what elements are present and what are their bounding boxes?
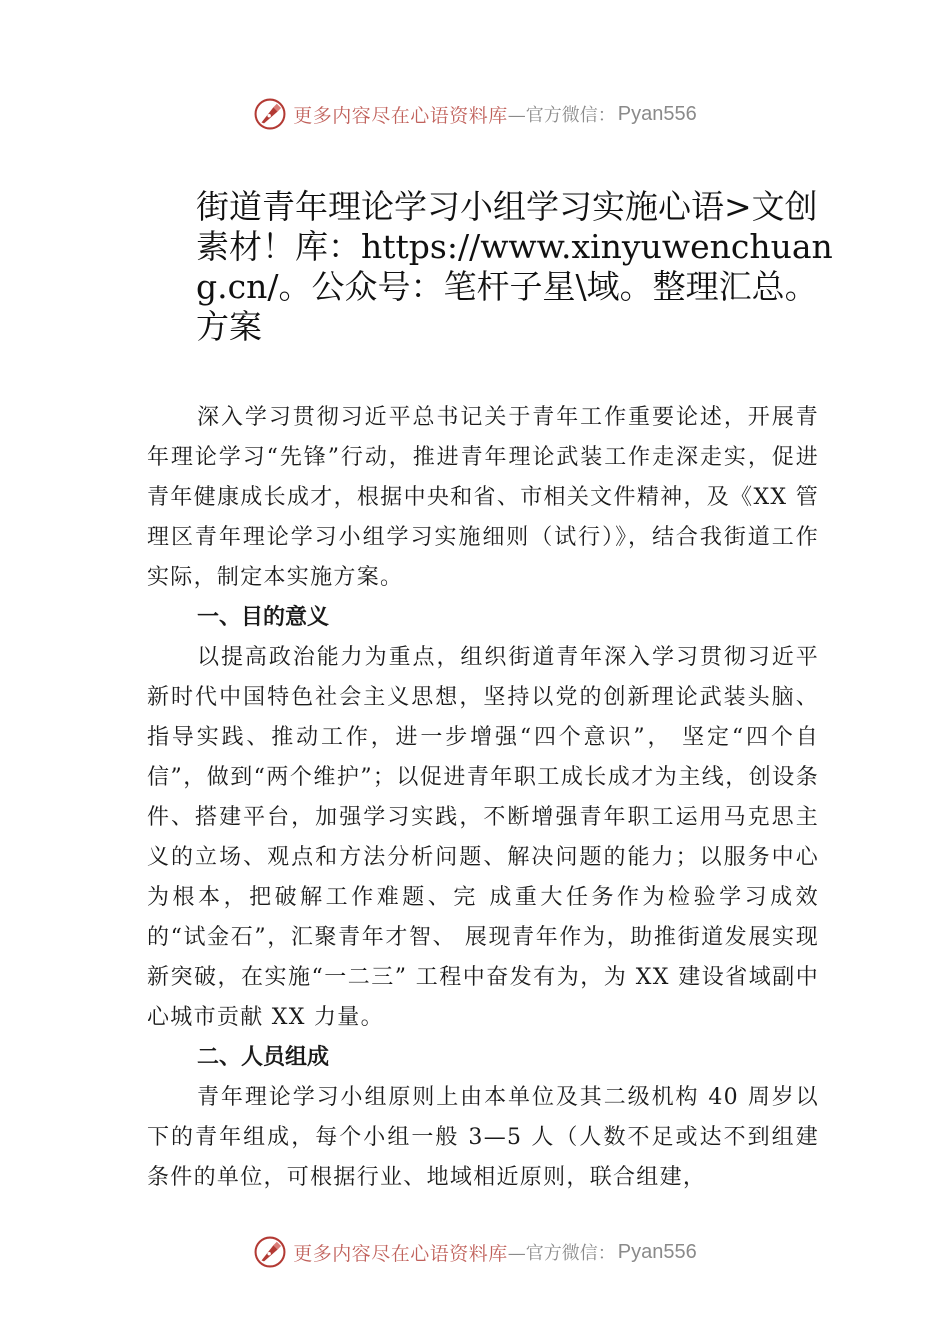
intro-paragraph: 深入学习贯彻习近平总书记关于青年工作重要论述，开展青年理论学习“先锋”行动，推进青年理论武装工作走深走实，促进青年健康成长成才，根据中央和省、市相关文件精神，及《XX 管理区青年理论学习小组学习实施细则（试行）》，结合我街道工作实际，制定本实施方案。 xyxy=(147,405,819,590)
section-paragraph-members: 青年理论学习小组原则上由本单位及其二级机构 40 周岁以下的青年组成，每个小组一般 3—5 人（人数不足或达不到组建条件的单位，可根据行业、地域相近原则，联合组建， xyxy=(147,1085,819,1190)
pen-nib-logo-icon xyxy=(253,1235,287,1269)
banner-official-label: —官方微信： xyxy=(507,105,616,126)
section-paragraph-purpose: 以提高政治能力为重点，组织街道青年深入学习贯彻习近平新时代中国特色社会主义思想，坚持以党的创新理论武装头脑、指导实践、推动工作，进一步增强“四个意识”， 坚定“四个自信”，做到“两个维护”；以促进青年职工成长成才为主线，创设条件、搭建平台，加强学习实践，不断增强青年职工运用马克思主义的立场、观点和方法分析问题、解决问题的能力；以服务中心为根本，把破解工作难题、完 成重大任务作为检验学习成效的“试金石”，汇聚青年才智、 展现青年作为，助推街道发展实现新突破，在实施“一二三” 工程中奋发有为，为 XX 建设省域副中心城市贡献 XX 力量。 xyxy=(147,645,819,1030)
banner-wechat-id: Pyan556 xyxy=(617,102,697,125)
banner-wechat-id: Pyan556 xyxy=(617,1240,697,1263)
section-heading-members: 二、人员组成 xyxy=(197,1045,330,1070)
section-heading-purpose: 一、目的意义 xyxy=(197,605,330,630)
document-body xyxy=(147,398,819,1198)
banner-official-label: —官方微信： xyxy=(507,1243,616,1264)
banner-main-text: 更多内容尽在心语资料库 xyxy=(293,104,508,127)
banner-main-text: 更多内容尽在心语资料库 xyxy=(293,1242,508,1265)
footer-banner xyxy=(0,1232,950,1272)
pen-nib-logo-icon xyxy=(253,97,287,131)
document-title: 街道青年理论学习小组学习实施心语>文创素材！库：https://www.xinyuwenchuang.cn/。公众号：笔杆子星\域。整理汇总。方案 xyxy=(196,187,833,346)
header-banner xyxy=(0,94,950,134)
